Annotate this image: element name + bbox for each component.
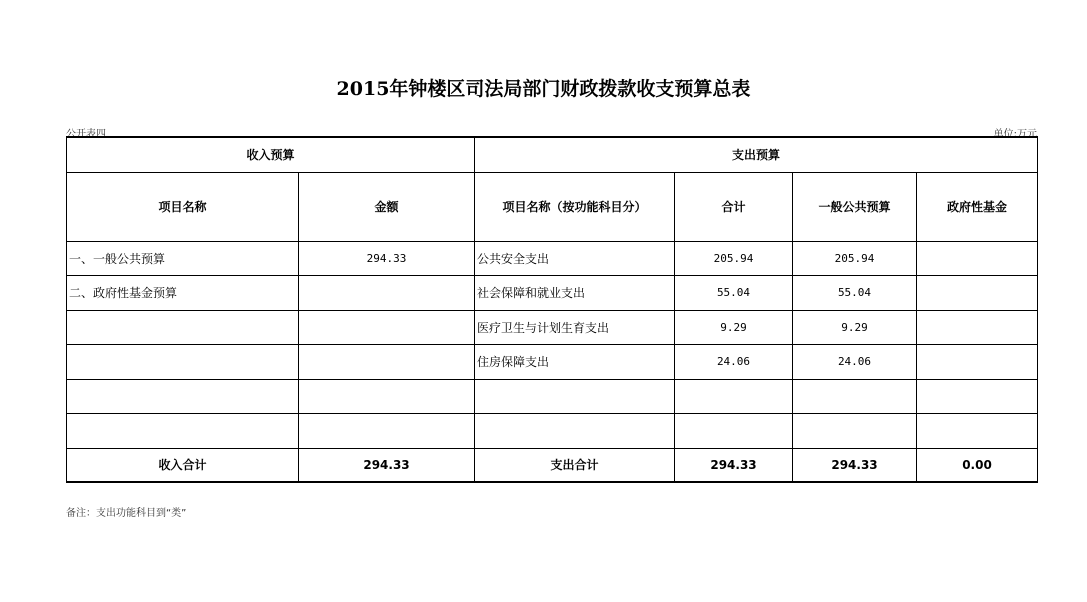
fund-total-amount: 0.00 (917, 448, 1038, 482)
general-cell: 9.29 (793, 310, 917, 344)
income-amount-cell: 294.33 (299, 241, 475, 275)
general-cell (793, 413, 917, 448)
expense-name-cell (475, 413, 675, 448)
col-header-expense-name: 项目名称（按功能科目分） (475, 172, 675, 241)
general-total-amount: 294.33 (793, 448, 917, 482)
income-name-cell (67, 413, 299, 448)
expense-name-cell (475, 379, 675, 413)
table-row (67, 310, 1038, 344)
income-total-amount: 294.33 (299, 448, 475, 482)
income-name-cell: 一、一般公共预算 (67, 241, 299, 275)
table-row (67, 413, 1038, 448)
income-group-header: 收入预算 (67, 137, 475, 172)
page-title: 2015年钟楼区司法局部门财政拨款收支预算总表 (336, 78, 751, 100)
income-total-label: 收入合计 (67, 448, 299, 482)
general-cell: 24.06 (793, 344, 917, 379)
table-row (67, 379, 1038, 413)
table-row (67, 344, 1038, 379)
col-header-general: 一般公共预算 (793, 172, 917, 241)
footnote: 备注：支出功能科目到“类” (66, 508, 187, 519)
col-header-total: 合计 (675, 172, 793, 241)
fund-cell (917, 413, 1038, 448)
income-amount-cell (299, 310, 475, 344)
fund-cell (917, 241, 1038, 275)
income-amount-cell (299, 275, 475, 310)
fund-cell (917, 310, 1038, 344)
total-cell: 55.04 (675, 275, 793, 310)
expense-group-header: 支出预算 (475, 137, 1038, 172)
col-header-income-name: 项目名称 (67, 172, 299, 241)
income-name-cell (67, 379, 299, 413)
expense-name-cell: 医疗卫生与计划生育支出 (475, 310, 675, 344)
table-row (67, 241, 1038, 275)
expense-name-cell: 社会保障和就业支出 (475, 275, 675, 310)
income-name-cell (67, 344, 299, 379)
general-cell: 55.04 (793, 275, 917, 310)
totals-row (67, 448, 1038, 482)
total-cell (675, 379, 793, 413)
income-amount-cell (299, 379, 475, 413)
income-name-cell: 二、政府性基金预算 (67, 275, 299, 310)
total-cell (675, 413, 793, 448)
income-amount-cell (299, 413, 475, 448)
col-header-fund: 政府性基金 (917, 172, 1038, 241)
table-row (67, 275, 1038, 310)
income-name-cell (67, 310, 299, 344)
col-header-income-amount: 金额 (299, 172, 475, 241)
expense-name-cell: 公共安全支出 (475, 241, 675, 275)
expense-total-label: 支出合计 (475, 448, 675, 482)
expense-total-amount: 294.33 (675, 448, 793, 482)
fund-cell (917, 379, 1038, 413)
total-cell: 9.29 (675, 310, 793, 344)
unit-label: 单位:万元 (993, 129, 1037, 140)
general-cell (793, 379, 917, 413)
general-cell: 205.94 (793, 241, 917, 275)
fund-cell (917, 275, 1038, 310)
expense-name-cell: 住房保障支出 (475, 344, 675, 379)
total-cell: 24.06 (675, 344, 793, 379)
fund-cell (917, 344, 1038, 379)
total-cell: 205.94 (675, 241, 793, 275)
table-number: 公开表四 (66, 129, 106, 140)
income-amount-cell (299, 344, 475, 379)
budget-table (66, 136, 1038, 483)
